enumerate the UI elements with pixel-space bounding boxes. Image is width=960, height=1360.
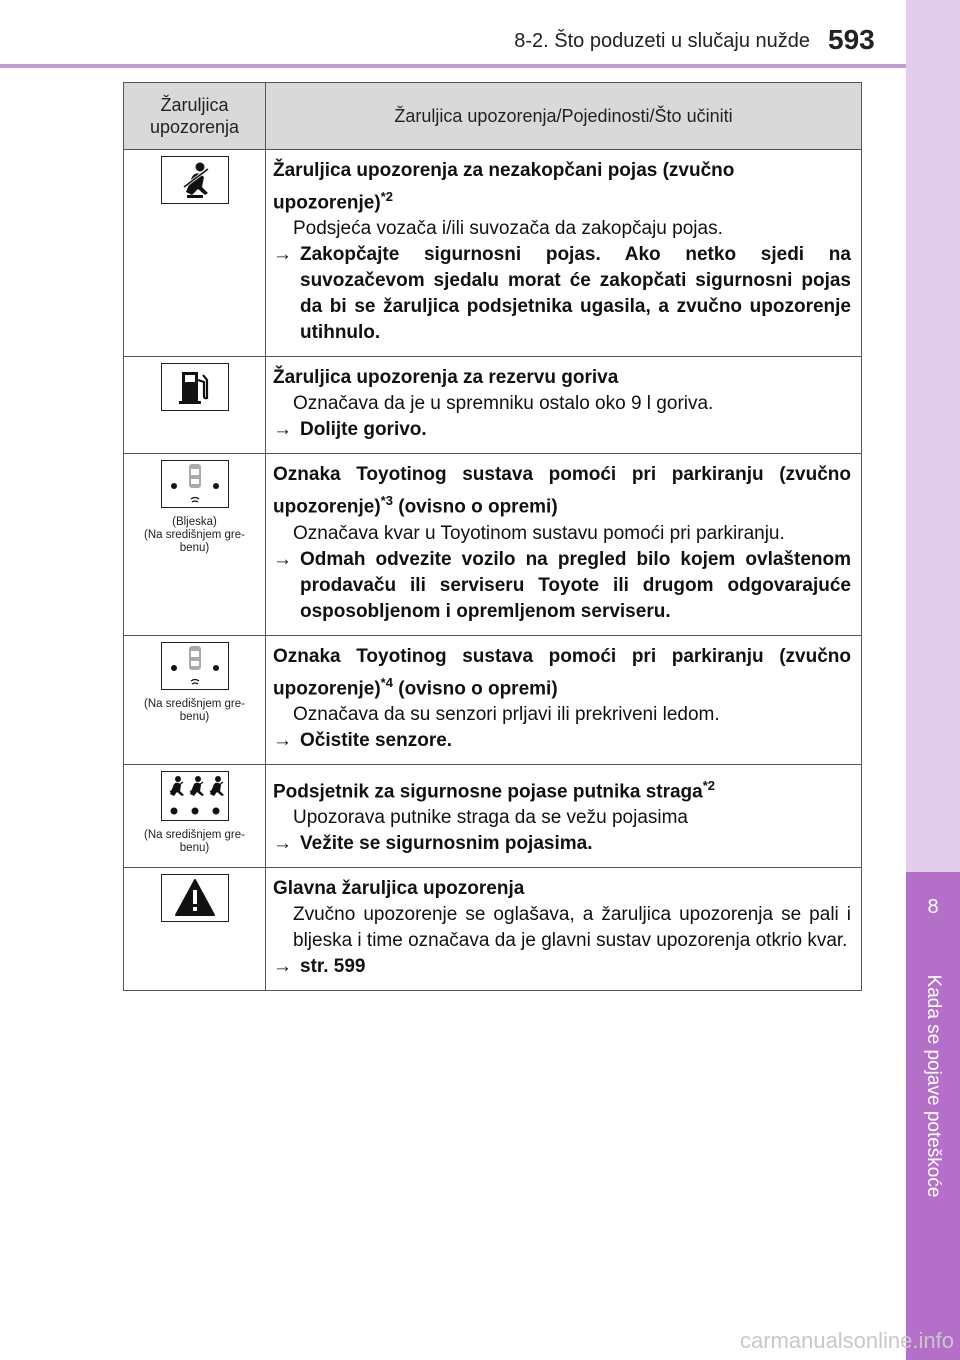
chapter-number: 8 xyxy=(927,895,939,918)
rear-seatbelt-reminder-icon xyxy=(161,771,229,821)
section-title: 8-2. Što poduzeti u slučaju nužde xyxy=(514,30,810,52)
row-action: → Odmah odvezite vozilo na pregled bilo kojem ovlaštenom prodavaču ili serviseru Toyote ili drugom odgovarajuće osposobljenom i opremljenom serviseru. xyxy=(273,548,851,622)
table-row xyxy=(124,150,862,357)
row-action: → str. 599 xyxy=(273,954,851,980)
description-cell xyxy=(266,868,862,991)
row-title: Žaruljica upozorenja za nezakopčani pojas (zvučno upozorenje)$^{*2}$ xyxy=(273,160,735,214)
arrow-icon: → xyxy=(273,244,292,266)
row-detail: Podsjeća vozača i/ili suvozača da zakopčaju pojas. xyxy=(293,218,723,240)
row-action: → Očistite senzore. xyxy=(273,728,851,754)
column-header-light: Žaruljica upozorenja xyxy=(124,83,266,150)
icon-cell xyxy=(124,357,266,454)
arrow-icon: → xyxy=(273,956,292,978)
row-action: → Dolijte gorivo. xyxy=(273,417,851,443)
seatbelt-warning-icon xyxy=(161,156,229,204)
row-action: → Vežite se sigurnosnim pojasima. xyxy=(273,831,851,857)
row-title: Žaruljica upozorenja za rezervu goriva xyxy=(273,367,619,389)
table-row xyxy=(124,357,862,454)
parking-assist-icon xyxy=(161,460,229,508)
icon-cell xyxy=(124,150,266,357)
watermark: carmanualsonline.info xyxy=(739,1328,954,1353)
icon-cell xyxy=(124,454,266,635)
arrow-icon: → xyxy=(273,729,292,751)
arrow-icon: → xyxy=(273,548,292,570)
row-title: Oznaka Toyotinog sustava pomoći pri parkiranju (zvučno upozorenje)$^{*3}$ (ovisno o opremi) xyxy=(273,464,851,518)
row-detail: Upozorava putnike straga da se vežu pojasima xyxy=(293,807,689,829)
row-title: Glavna žaruljica upozorenja xyxy=(273,878,525,900)
parking-assist-icon xyxy=(161,642,229,690)
icon-caption: (Na središnjem gre- benu) xyxy=(144,697,245,723)
row-detail: Zvučno upozorenje se oglašava, a žaruljica upozorenja se pali i bljeska i time označava da je glavni sustav upozorenja otkrio kvar. xyxy=(293,904,851,952)
page-number: 593 xyxy=(828,24,875,55)
icon-cell xyxy=(124,764,266,867)
fuel-pump-icon xyxy=(161,363,229,411)
row-action: → Zakopčajte sigurnosni pojas. Ako netko sjedi na suvozačevom sjedalu morat će zakopčati sigurnosni pojas da bi se žaruljica podsjetnika ugasila, a zvučno upozorenje utihnulo. xyxy=(273,244,851,344)
arrow-icon: → xyxy=(273,833,292,855)
table-row xyxy=(124,454,862,635)
warning-lights-table xyxy=(123,82,862,991)
icon-caption: (Bljeska) (Na središnjem gre- benu) xyxy=(144,516,245,555)
description-cell xyxy=(266,764,862,867)
row-detail: Označava da je u spremniku ostalo oko 9 l goriva. xyxy=(293,393,714,415)
row-title: Oznaka Toyotinog sustava pomoći pri parkiranju (zvučno upozorenje)$^{*4}$ (ovisno o opremi) xyxy=(273,645,851,699)
row-detail: Označava kvar u Toyotinom sustavu pomoći pri parkiranju. xyxy=(293,522,785,544)
chapter-title: Kada se pojave poteškoće xyxy=(923,974,944,1198)
table-row xyxy=(124,868,862,991)
icon-cell xyxy=(124,635,266,764)
icon-cell xyxy=(124,868,266,991)
arrow-icon: → xyxy=(273,419,292,441)
description-cell xyxy=(266,150,862,357)
description-cell xyxy=(266,357,862,454)
description-cell xyxy=(266,454,862,635)
icon-caption: (Na središnjem gre- benu) xyxy=(144,828,245,854)
table-header-row xyxy=(124,83,862,150)
table-row xyxy=(124,635,862,764)
description-cell xyxy=(266,635,862,764)
row-detail: Označava da su senzori prljavi ili prekriveni ledom. xyxy=(293,703,720,725)
master-warning-icon xyxy=(161,874,229,922)
table-row xyxy=(124,764,862,867)
row-title: Podsjetnik za sigurnosne pojase putnika straga$^{*2}$ xyxy=(273,777,716,803)
side-tab-upper xyxy=(906,0,960,872)
header-divider xyxy=(0,64,906,68)
column-header-details: Žaruljica upozorenja/Pojedinosti/Što učiniti xyxy=(266,83,862,150)
